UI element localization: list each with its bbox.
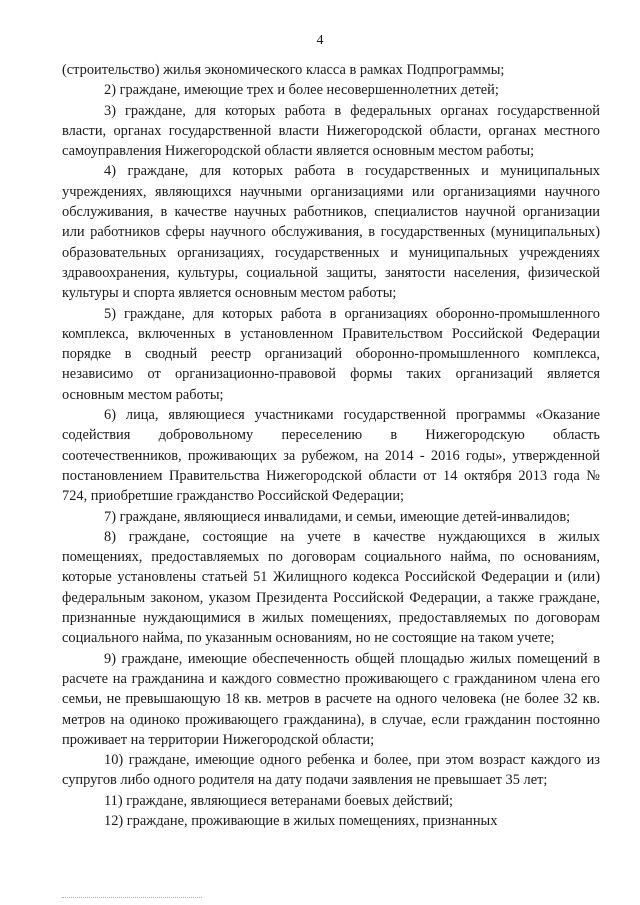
paragraph-item-3: 3) граждане, для которых работа в федеральных органах государственной власти, органах государственной власти Нижегородской области, органах местного самоуправления Нижегородской области является основным местом работы; <box>62 102 600 160</box>
paragraph-item-5: 5) граждане, для которых работа в организациях оборонно-промышленного комплекса, включенных в установленном Правительством Российской Федерации порядке в сводный реестр организаций оборонно-промышленного комплекса, независимо от организационно-правовой формы таких организаций является основным местом работы; <box>62 305 600 403</box>
paragraph-item-9: 9) граждане, имеющие обеспеченность общей площадью жилых помещений в расчете на гражданина и каждого совместно проживающего с гражданином члена его семьи, не превышающую 18 кв. метров в расчете на одного человека (не более 32 кв. метров на одиноко проживающего гражданина), в случае, если гражданин постоянно проживает на территории Нижегородской области; <box>62 650 600 748</box>
paragraph-continuation: (строительство) жилья экономического класса в рамках Подпрограммы; <box>62 62 505 78</box>
paragraph-item-7: 7) граждане, являющиеся инвалидами, и семьи, имеющие детей-инвалидов; <box>104 508 571 525</box>
paragraph-item-11: 11) граждане, являющиеся ветеранами боевых действий; <box>104 792 454 809</box>
page-number: 4 <box>316 33 324 48</box>
paragraph-item-8: 8) граждане, состоящие на учете в качестве нуждающихся в жилых помещениях, предоставляемых по договорам социального найма, по основаниям, которые установлены статьей 51 Жилищного кодекса Российской Федерации и (или) федеральным законом, указом Президента Российской Федерации, а также граждане, признанные нуждающимися в жилых помещениях, предоставляемых по договорам социального найма, по указанным основаниям, но не состоящие на таком учете; <box>62 528 600 647</box>
paragraph-item-2: 2) граждане, имеющие трех и более несовершеннолетних детей; <box>104 82 499 99</box>
paragraph-item-12: 12) граждане, проживающие в жилых помещениях, признанных <box>104 812 498 829</box>
paragraph-item-10: 10) граждане, имеющие одного ребенка и более, при этом возраст каждого из супругов либо одного родителя на дату подачи заявления не превышает 35 лет; <box>62 752 600 789</box>
footer-dotted-rule <box>62 897 202 898</box>
paragraph-item-4: 4) граждане, для которых работа в государственных и муниципальных учреждениях, являющихся научными организациями или организациями научного обслуживания, в качестве научных работников, специалистов научной организации или работников сферы научного обслуживания, в государственных (муниципальных) образовательных организациях, государственных и муниципальных учреждениях здравоохранения, культуры, социальной защиты, занятости населения, физической культуры и спорта является основным местом работы; <box>62 163 600 302</box>
document-body <box>62 60 600 831</box>
paragraph-item-6: 6) лица, являющиеся участниками государственной программы «Оказание содействия добровольному переселению в Нижегородскую область соотечественников, проживающих за рубежом, на 2014 - 2016 годы», утвержденной постановлением Правительства Нижегородской области от 14 октября 2013 года № 724, приобретшие гражданство Российской Федерации; <box>62 407 600 505</box>
